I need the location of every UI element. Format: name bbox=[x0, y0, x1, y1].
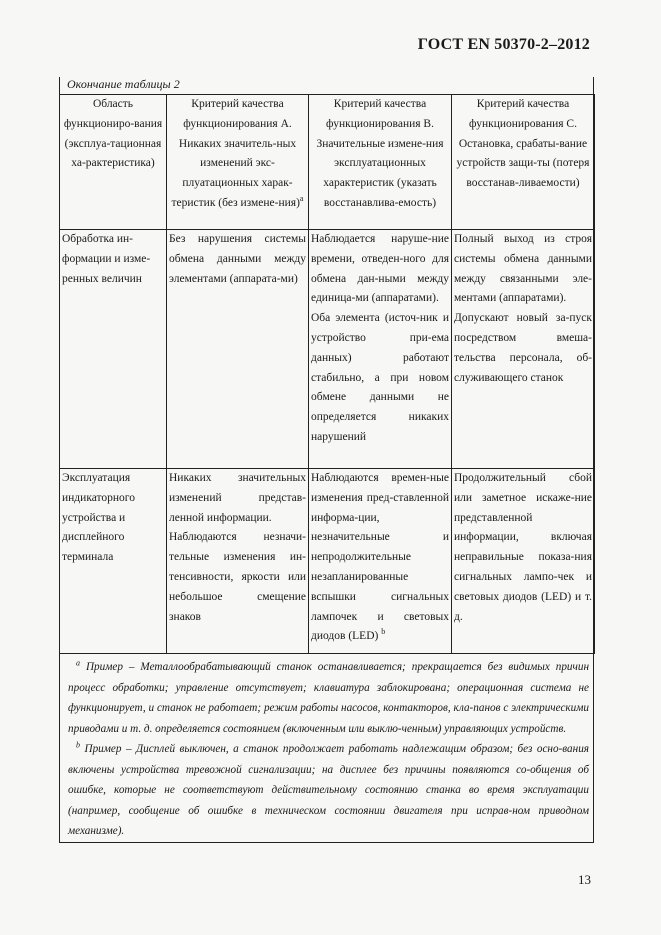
footnote-a: $^a$ Пример – Металлообрабатывающий станок останавливается; прекращается без видимых причин процесс обработки; управление отсутствует; клавиатура заблокирована; операционная система не функционирует, и станок не работает; режим работы насосов, контакторов, кла-панов с электрическими приводами и т. д. определяется состоянием (включенным или выклю-ченным) управляющих устройств. bbox=[68, 658, 589, 735]
page-number: 13 bbox=[578, 872, 591, 887]
table-cell: Никаких значительных изменений представ-ленной информации. Наблюдаются незначи-тельные изменения ин-тенсивности, яркости или небольшое смещение знаков bbox=[167, 469, 309, 654]
table-cell: Эксплуатация индикаторного устройства и дисплейного терминала bbox=[60, 469, 167, 654]
table-frame bbox=[59, 77, 594, 843]
table-row bbox=[60, 230, 595, 469]
header-cell-criterion-c: Критерий качества функционирования С. Остановка, срабаты-вание устройств защи-ты (потеря восстанав-ливаемости) bbox=[452, 95, 595, 230]
table-cell: Продолжительный сбой или заметное искаже-ние представленной информации, включая неправильные показа-ния сигнальных лампо-чек и световых диодов (LED) и т. д. bbox=[452, 469, 595, 654]
table-cell: Наблюдаются времен-ные изменения пред-ставленной информа-ции, незначительные и непродолжительные незапланированные вспышки сигнальных лампочек и световых диодов (LED) $^b$ bbox=[309, 469, 452, 654]
table-cell: Без нарушения системы обмена данными между элементами (аппарата-ми) bbox=[167, 230, 309, 469]
table-cell: Наблюдается наруше-ние времени, отведен-ного для обмена дан-ными между единица-ми (аппаратами). Оба элемента (источ-ник и устройство при-ема данных) работают стабильно, а при новом обмене данными не определяется никаких нарушений bbox=[309, 230, 452, 469]
table-header-row bbox=[60, 95, 595, 230]
table-footnotes bbox=[60, 653, 593, 842]
standard-header: ГОСТ EN 50370-2–2012 bbox=[417, 36, 590, 53]
table-cell: Обработка ин-формации и изме-ренных величин bbox=[60, 230, 167, 469]
footnote-b: $^b$ Пример – Дисплей выключен, а станок продолжает работать надлежащим образом; без осно-вания включены устройства тревожной сигнализации; на дисплее без причины появляются со-общения об ошибке, которые не соответствуют действительному состоянию станка во время эксплуатации (например, сообщение об ошибке в техническом состоянии двигателя при исправ-ном приводном механизме). bbox=[68, 740, 589, 837]
table-row bbox=[60, 469, 595, 654]
footnote-mark-b: b bbox=[381, 627, 386, 637]
criteria-table bbox=[59, 94, 595, 654]
header-cell-area: Область функциониро-вания (эксплуа-тационная ха-рактеристика) bbox=[60, 95, 167, 230]
table-caption: Окончание таблицы 2 bbox=[67, 77, 180, 91]
header-cell-criterion-b: Критерий качества функционирования В. Значительные измене-ния эксплуатационных характеристик (указать восстанавлива-емость) bbox=[309, 95, 452, 230]
header-cell-criterion-a: Критерий качества функционирования А. Никаких значитель-ных изменений экс-плуатационных харак-теристик (без измене-ния)$^a$ bbox=[167, 95, 309, 230]
footnote-mark-a: a bbox=[299, 194, 304, 204]
table-cell: Полный выход из строя системы обмена данными между связанными эле-ментами (аппаратами). Допускают новый за-пуск посредством вмеша-тельства персонала, об-служивающего станок bbox=[452, 230, 595, 469]
